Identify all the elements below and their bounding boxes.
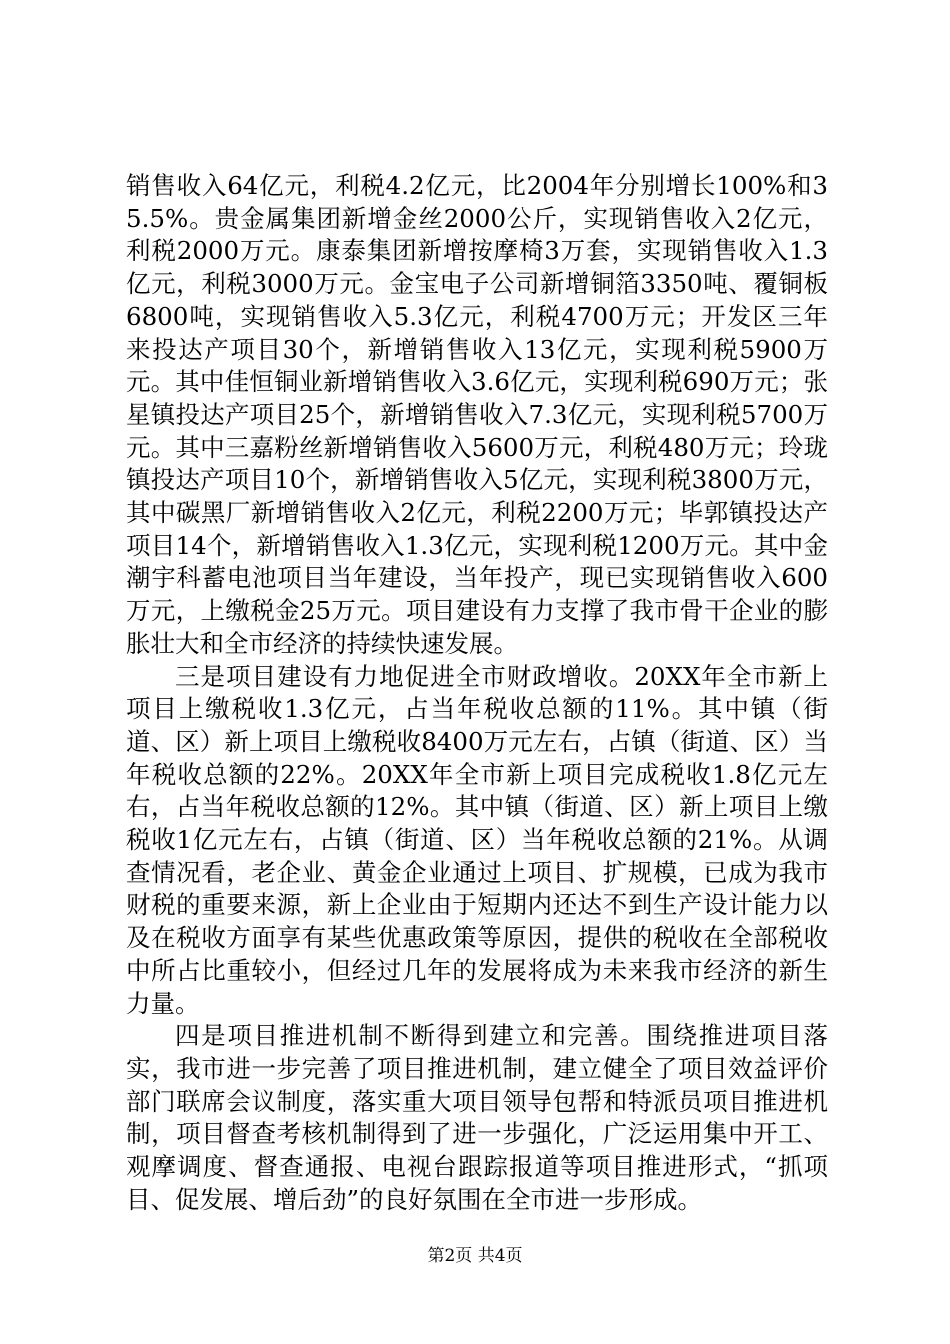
paragraph-sales-revenue: 销售收入64亿元，利税4.2亿元，比2004年分别增长100%和35.5%。贵金属集团新增金丝2000公斤，实现销售收入2亿元，利税2000万元。康泰集团新增按摩椅3万套，实现销售收入1.3亿元，利税3000万元。金宝电子公司新增铜箔3350吨、覆铜板6800吨，实现销售收入5.3亿元，利税4700万元；开发区三年来投达产项目30个，新增销售收入13亿元，实现利税5900万元。其中佳恒铜业新增销售收入3.6亿元，实现利税690万元；张星镇投达产项目25个，新增销售收入7.3亿元，实现利税5700万元。其中三嘉粉丝新增销售收入5600万元，利税480万元；玲珑镇投达产项目10个，新增销售收入5亿元，实现利税3800万元，其中碳黑厂新增销售收入2亿元，利税2200万元；毕郭镇投达产项目14个，新增销售收入1.3亿元，实现利税1200万元。其中金潮宇科蓄电池项目当年建设，当年投产，现已实现销售收入600万元，上缴税金25万元。项目建设有力支撑了我市骨干企业的膨胀壮大和全市经济的持续快速发展。 — [126, 171, 828, 658]
body-text — [126, 170, 828, 1217]
paragraph-project-mechanism: 四是项目推进机制不断得到建立和完善。围绕推进项目落实，我市进一步完善了项目推进机制，建立健全了项目效益评价部门联席会议制度，落实重大项目领导包帮和特派员项目推进机制，项目督查考核机制得到了进一步强化，广泛运用集中开工、观摩调度、督查通报、电视台跟踪报道等项目推进形式，“抓项目、促发展、增后劲”的良好氛围在全市进一步形成。 — [126, 1021, 828, 1214]
page-footer: 第2页 共4页 — [427, 1246, 523, 1266]
paragraph-fiscal-revenue: 三是项目建设有力地促进全市财政增收。20XX年全市新上项目上缴税收1.3亿元，占当年税收总额的11%。其中镇（街道、区）新上项目上缴税收8400万元左右，占镇（街道、区）当年税收总额的22%。20XX年全市新上项目完成税收1.8亿元左右，占当年税收总额的12%。其中镇（街道、区）新上项目上缴税收1亿元左右，占镇（街道、区）当年税收总额的21%。从调查情况看，老企业、黄金企业通过上项目、扩规模，已成为我市财税的重要来源，新上企业由于短期内还达不到生产设计能力以及在税收方面享有某些优惠政策等原因，提供的税收在全部税收中所占比重较小，但经过几年的发展将成为未来我市经济的新生力量。 — [126, 661, 828, 1018]
